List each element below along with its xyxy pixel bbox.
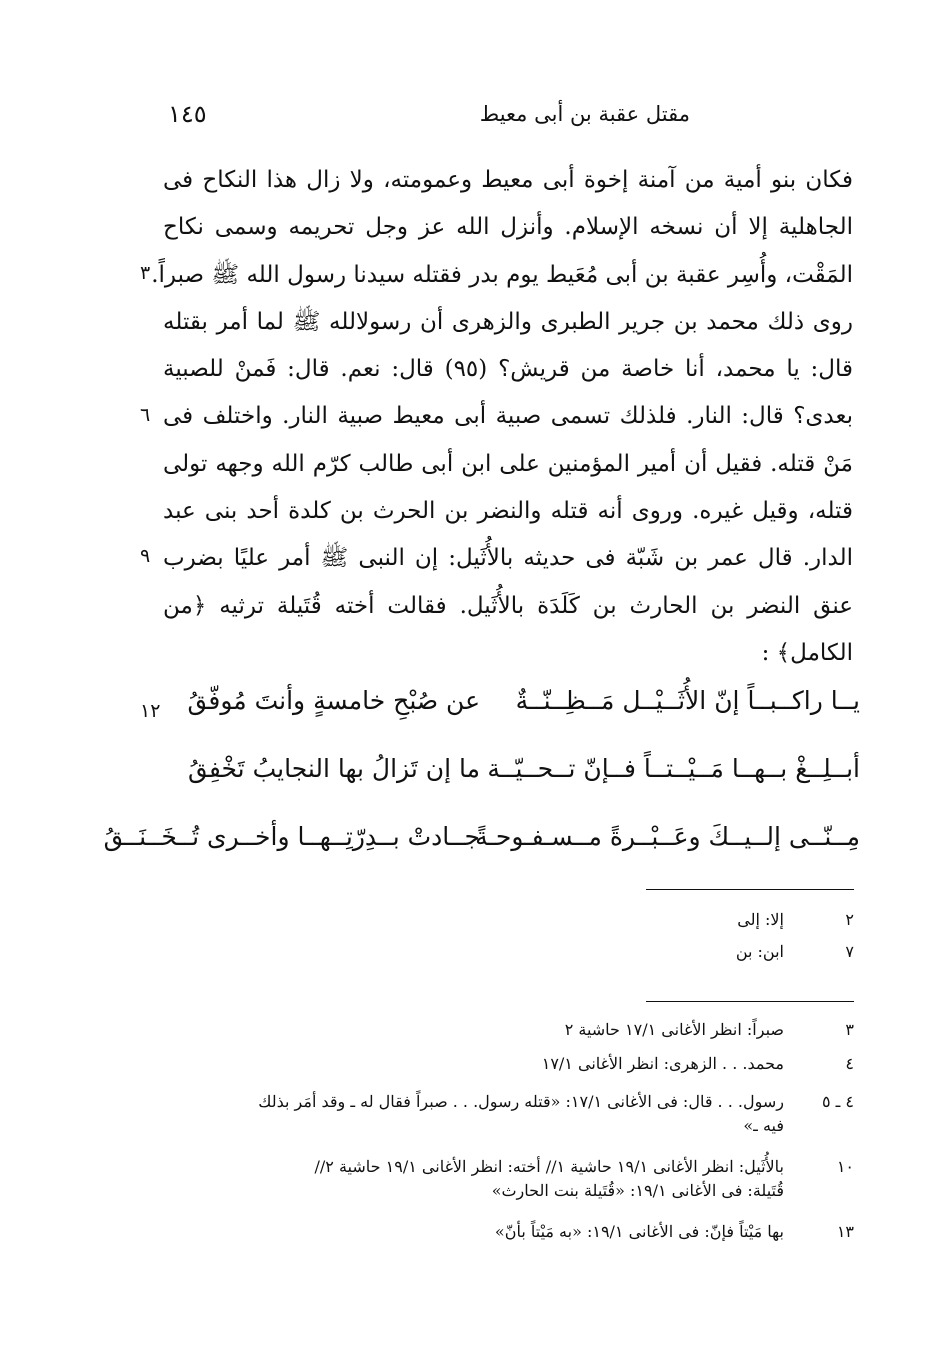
note-line-number: ١٠ [836,1157,854,1176]
text-line: المَقْت، وأُسِر عقبة بن أبى مُعَيط يوم بدر فقتله سيدنا رسول الله ﷺ صبراً. [151,261,853,288]
page-header [150,96,850,136]
verse-second-hemistich: جــادتْ بــدِرّتِــهــا وأخــرى تُــخَــنَــقُ [103,822,480,851]
main-text [151,157,853,677]
line-number: ١٢ [140,700,161,722]
text-line: روى ذلك محمد بن جرير الطبرى والزهرى أن رسولالله ﷺ لما أمر بقتله [163,308,853,335]
running-title: مقتل عقبة بن أبى معيط [479,102,690,126]
note-text-continued: فيه ـ» [743,1116,784,1135]
footnote-divider [646,1001,854,1002]
note-line-number: ٤ [845,1054,854,1073]
text-line: فكان بنو أمية من آمنة إخوة أبى معيط وعمومته، ولا زال هذا النكاح فى [163,167,853,193]
note-text: إلا: إلى [737,910,784,929]
footnote [160,1092,854,1144]
apparatus-note [160,910,854,938]
note-line-number: ٧ [845,942,854,961]
text-line: الكامل﴾ : [761,639,853,666]
footnote [160,1020,854,1048]
verse-first-hemistich: مِــنّــى إلــيــكَ وعَــبْــرةً مــسـفـوحـةً [475,822,860,851]
note-text: محمد. . . الزهرى: انظر الأغانى ١٧/١ [541,1054,784,1073]
footnote [160,1222,854,1250]
note-text: رسول. . . قال: فى الأغانى ١٧/١: «قتله رسول. . . صبراً فقال له ـ وقد أمَر بذلك [258,1092,784,1111]
verse-second-hemistich: ما إن تَزالُ بها النجايبُ تَخْفِقُ [188,754,480,783]
text-line: قتله، وقيل غيره. وروى أنه قتله والنضر بن الحرث بن كلدة أحد بنى عبد [163,498,853,525]
text-line: الدار. قال عمر بن شَبّة فى حديثه بالأُثَيل: إن النبى ﷺ أمر عليًا بضرب [163,545,853,572]
line-number: ٣ [140,262,151,284]
apparatus-divider [646,889,854,890]
poem-verse [160,748,860,816]
poem-verse [103,816,860,884]
text-line: مَنْ قتله. فقيل أن أمير المؤمنين على ابن أبى طالب كرّم الله وجهه تولى [163,450,853,477]
apparatus-note [160,942,854,970]
footnote [160,1054,854,1082]
note-text: بالأُثَيل: انظر الأغانى ١٩/١ حاشية ١// أخته: انظر الأغانى ١٩/١ حاشية ٢// [314,1157,784,1176]
text-line: بعدى؟ قال: النار. فلذلك تسمى صبية أبى معيط صبية النار. واختلف فى [163,403,853,430]
note-text: صبراً: انظر الأغانى ١٧/١ حاشية ٢ [564,1020,784,1039]
note-text: ابن: بن [735,942,784,961]
footnote [160,1157,854,1209]
text-line: عنق النضر بن الحارث بن كَلَدَة بالأُثَيل. فقالت أخته قُتَيلة ترثيه ﴿من [163,592,853,619]
text-line: قال: يا محمد، أنا خاصة من قريش؟ (٩٥) قال: نعم. قال: فَمنْ للصبية [163,356,853,383]
text-line: الجاهلية إلا أن نسخه الإسلام. وأنزل الله عز وجل تحريمه وسمى نكاح [163,214,853,241]
page-number: ١٤٥ [168,100,207,128]
verse-first-hemistich: يــا راكــبــاً إنّ الأُثَــيْــل مَــظِــنّــةٌ [515,686,860,715]
note-line-number: ٢ [845,910,854,929]
verse-second-hemistich: عن صُبْحِ خامسةٍ وأنتَ مُوفّقُ [187,686,480,715]
line-number: ٦ [140,404,151,426]
line-number: ٩ [140,545,151,567]
note-text: بها مَيْتاً فإنّ: فى الأغانى ١٩/١: «به مَيْتاً بأنّ» [494,1222,784,1241]
verse-first-hemistich: أبــلِــغْ بــهــا مَــيْــتــاً فــإنّ تــحــيّــة [487,754,860,783]
poem-verse [160,680,860,748]
note-line-number: ٤ ـ ٥ [821,1092,854,1111]
note-text-continued: قُتَيلة: فى الأغانى ١٩/١: «قُتَيلة بنت الحارث» [491,1181,784,1200]
note-line-number: ١٣ [836,1222,854,1241]
note-line-number: ٣ [845,1020,854,1039]
